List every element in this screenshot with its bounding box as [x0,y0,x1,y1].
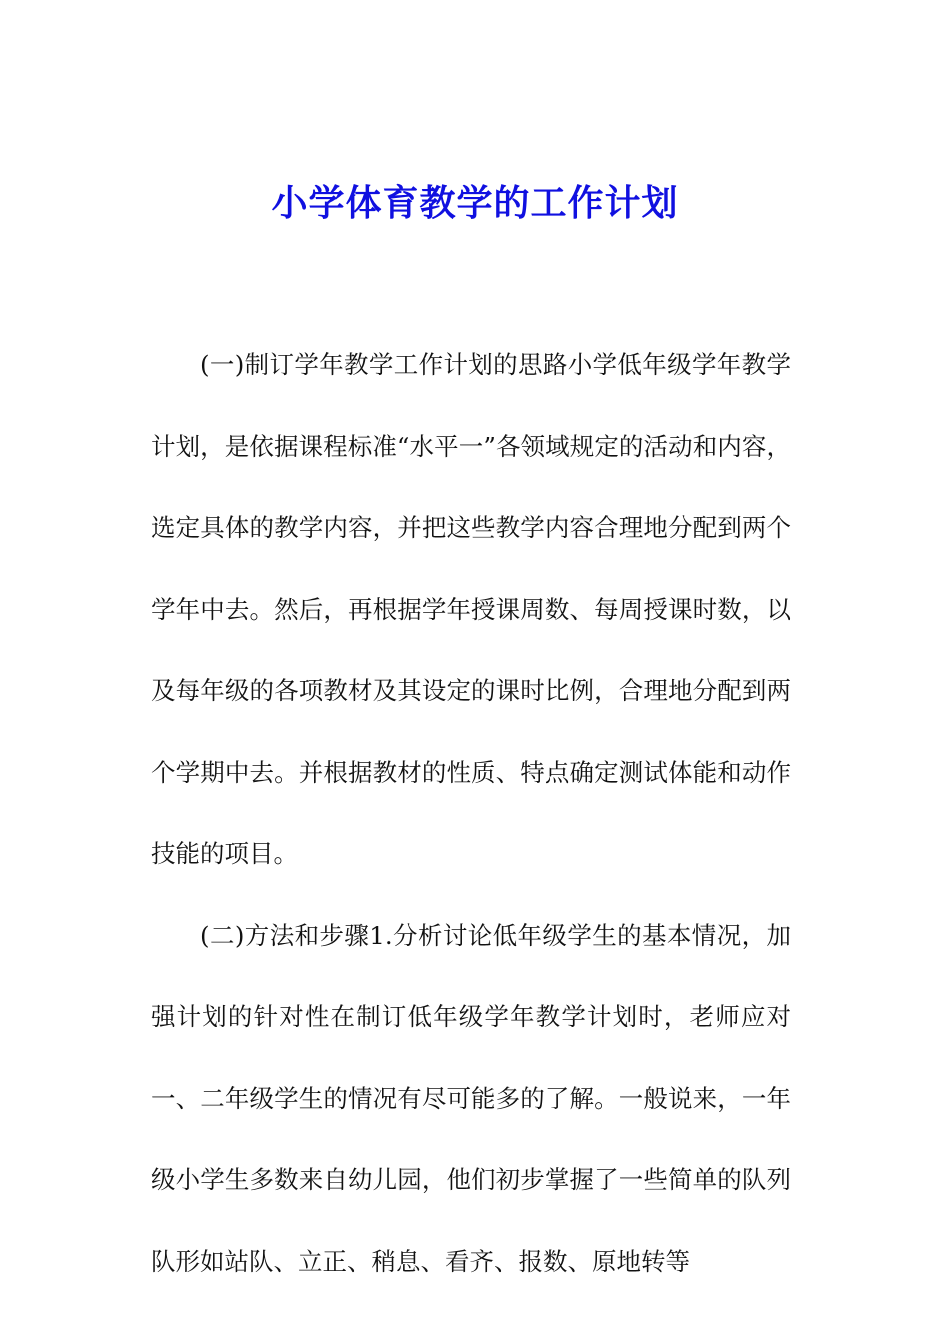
document-title: 小学体育教学的工作计划 [271,183,679,224]
paragraph-2: (二)方法和步骤1.分析讨论低年级学生的基本情况，加强计划的针对性在制订低年级学年教学计划时，老师应对一、二年级学生的情况有尽可能多的了解。一般说来，一年级小学生多数来自幼儿园，他们初步掌握了一些简单的队列队形如站队、立正、稍息、看齐、报数、原地转等 [151,920,791,1276]
document-body [151,324,791,1302]
paragraph-1: (一)制订学年教学工作计划的思路小学低年级学年教学计划，是依据课程标准“水平一”各领域规定的活动和内容，选定具体的教学内容，并把这些教学内容合理地分配到两个学年中去。然后，再根据学年授课周数、每周授课时数，以及每年级的各项教材及其设定的课时比例，合理地分配到两个学期中去。并根据教材的性质、特点确定测试体能和动作技能的项目。 [151,350,791,868]
